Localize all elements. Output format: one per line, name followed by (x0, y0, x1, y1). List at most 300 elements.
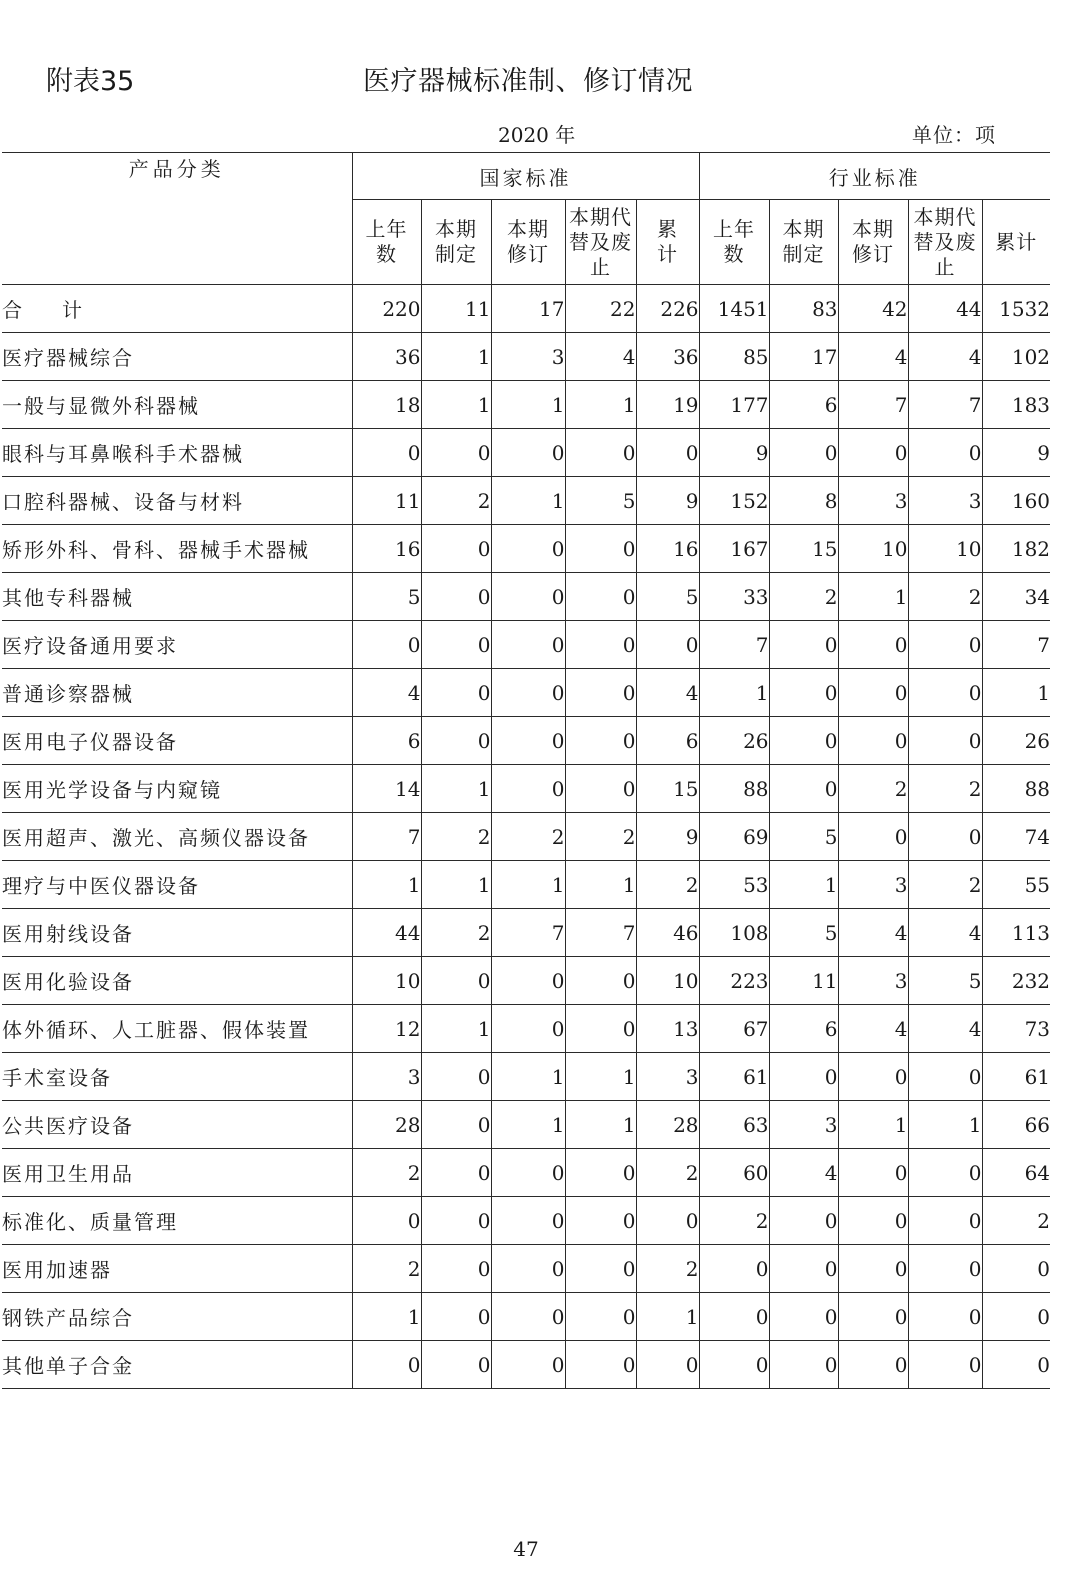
category-cell: 医用射线设备 (2, 909, 352, 957)
subheader-cell (838, 200, 908, 285)
value-cell: 19 (636, 381, 699, 429)
value-cell: 102 (982, 333, 1050, 381)
value-cell: 1 (565, 381, 636, 429)
value-cell: 0 (491, 1293, 565, 1341)
value-cell: 1 (352, 861, 421, 909)
value-cell: 0 (838, 1149, 908, 1197)
value-cell: 26 (699, 717, 769, 765)
value-cell: 0 (838, 1245, 908, 1293)
value-cell: 113 (982, 909, 1050, 957)
value-cell: 0 (491, 1149, 565, 1197)
value-cell: 33 (699, 573, 769, 621)
table-row (2, 333, 1050, 381)
value-cell: 0 (769, 1197, 838, 1245)
value-cell: 34 (982, 573, 1050, 621)
value-cell: 220 (352, 285, 421, 333)
value-cell: 5 (636, 573, 699, 621)
value-cell: 4 (838, 1005, 908, 1053)
value-cell: 0 (908, 1197, 982, 1245)
subheader-line: 累计 (995, 229, 1038, 254)
subheader-cell (352, 200, 421, 285)
value-cell: 7 (699, 621, 769, 669)
category-cell: 体外循环、人工脏器、假体装置 (2, 1005, 352, 1053)
value-cell: 0 (838, 813, 908, 861)
value-cell: 160 (982, 477, 1050, 525)
value-cell: 64 (982, 1149, 1050, 1197)
value-cell: 182 (982, 525, 1050, 573)
value-cell: 0 (491, 765, 565, 813)
value-cell: 2 (636, 861, 699, 909)
value-cell: 74 (982, 813, 1050, 861)
value-cell: 4 (636, 669, 699, 717)
value-cell: 1 (491, 477, 565, 525)
value-cell: 0 (908, 669, 982, 717)
table-row (2, 957, 1050, 1005)
national-standard-header: 国家标准 (352, 153, 699, 200)
category-cell: 医疗设备通用要求 (2, 621, 352, 669)
category-cell: 医用电子仪器设备 (2, 717, 352, 765)
category-cell: 标准化、质量管理 (2, 1197, 352, 1245)
value-cell: 6 (769, 381, 838, 429)
value-cell: 15 (769, 525, 838, 573)
value-cell: 7 (352, 813, 421, 861)
value-cell: 0 (565, 525, 636, 573)
value-cell: 1 (838, 1101, 908, 1149)
value-cell: 88 (699, 765, 769, 813)
value-cell: 44 (908, 285, 982, 333)
value-cell: 5 (352, 573, 421, 621)
value-cell: 3 (769, 1101, 838, 1149)
value-cell: 1 (565, 1101, 636, 1149)
value-cell: 0 (838, 1341, 908, 1389)
value-cell: 11 (769, 957, 838, 1005)
value-cell: 1 (769, 861, 838, 909)
value-cell: 1 (491, 1053, 565, 1101)
value-cell: 16 (352, 525, 421, 573)
value-cell: 1 (491, 1101, 565, 1149)
subheader-line: 累 (657, 217, 679, 241)
category-cell: 眼科与耳鼻喉科手术器械 (2, 429, 352, 477)
table-row (2, 1053, 1050, 1101)
subheader-line: 本期代 (569, 204, 632, 229)
value-cell: 1 (421, 861, 491, 909)
value-cell: 0 (421, 669, 491, 717)
value-cell: 0 (491, 1245, 565, 1293)
value-cell: 0 (908, 1293, 982, 1341)
value-cell: 1 (421, 765, 491, 813)
value-cell: 0 (699, 1341, 769, 1389)
value-cell: 0 (565, 621, 636, 669)
page-number: 47 (513, 1537, 539, 1561)
value-cell: 0 (565, 1149, 636, 1197)
subheader-line: 替及废 (913, 229, 977, 254)
value-cell: 0 (769, 621, 838, 669)
value-cell: 8 (769, 477, 838, 525)
value-cell: 28 (636, 1101, 699, 1149)
value-cell: 2 (908, 765, 982, 813)
value-cell: 1 (838, 573, 908, 621)
value-cell: 1 (982, 669, 1050, 717)
value-cell: 2 (352, 1245, 421, 1293)
value-cell: 0 (769, 429, 838, 477)
value-cell: 0 (838, 1197, 908, 1245)
value-cell: 22 (565, 285, 636, 333)
value-cell: 0 (565, 1245, 636, 1293)
table-row (2, 909, 1050, 957)
value-cell: 73 (982, 1005, 1050, 1053)
subheader-line: 修订 (507, 242, 549, 266)
value-cell: 1451 (699, 285, 769, 333)
page-title: 医疗器械标准制、修订情况 (363, 66, 693, 97)
value-cell: 1 (636, 1293, 699, 1341)
value-cell: 63 (699, 1101, 769, 1149)
subheader-cell (982, 200, 1050, 285)
value-cell: 3 (838, 477, 908, 525)
subheader-line: 本期 (435, 217, 477, 241)
value-cell: 232 (982, 957, 1050, 1005)
value-cell: 0 (908, 813, 982, 861)
table-row (2, 861, 1050, 909)
table-row (2, 477, 1050, 525)
value-cell: 0 (421, 1245, 491, 1293)
value-cell: 60 (699, 1149, 769, 1197)
value-cell: 61 (699, 1053, 769, 1101)
value-cell: 3 (838, 957, 908, 1005)
standards-table (2, 152, 1050, 1389)
value-cell: 11 (352, 477, 421, 525)
value-cell: 85 (699, 333, 769, 381)
value-cell: 5 (565, 477, 636, 525)
value-cell: 0 (421, 429, 491, 477)
value-cell: 0 (908, 1149, 982, 1197)
value-cell: 1 (699, 669, 769, 717)
value-cell: 0 (421, 1053, 491, 1101)
value-cell: 5 (769, 909, 838, 957)
value-cell: 2 (421, 909, 491, 957)
total-row (2, 285, 1050, 333)
value-cell: 2 (421, 477, 491, 525)
value-cell: 0 (491, 1005, 565, 1053)
value-cell: 2 (982, 1197, 1050, 1245)
table-row (2, 1197, 1050, 1245)
value-cell: 4 (908, 1005, 982, 1053)
table-row (2, 1245, 1050, 1293)
value-cell: 2 (636, 1149, 699, 1197)
value-cell: 1 (565, 861, 636, 909)
subheader-line: 本期 (852, 217, 895, 241)
value-cell: 36 (352, 333, 421, 381)
value-cell: 0 (491, 957, 565, 1005)
value-cell: 0 (491, 573, 565, 621)
value-cell: 15 (636, 765, 699, 813)
subheader-line: 上年 (713, 217, 756, 241)
value-cell: 7 (838, 381, 908, 429)
value-cell: 2 (908, 861, 982, 909)
value-cell: 0 (352, 1341, 421, 1389)
value-cell: 14 (352, 765, 421, 813)
value-cell: 44 (352, 909, 421, 957)
unit-label: 单位：项 (912, 123, 996, 147)
value-cell: 0 (908, 1245, 982, 1293)
value-cell: 26 (982, 717, 1050, 765)
table-row (2, 381, 1050, 429)
value-cell: 0 (838, 1293, 908, 1341)
value-cell: 0 (491, 429, 565, 477)
subheader-line: 修订 (852, 242, 895, 266)
value-cell: 0 (699, 1293, 769, 1341)
subheader-line: 本期 (507, 217, 549, 241)
value-cell: 4 (565, 333, 636, 381)
value-cell: 0 (769, 765, 838, 813)
value-cell: 3 (636, 1053, 699, 1101)
value-cell: 6 (636, 717, 699, 765)
value-cell: 18 (352, 381, 421, 429)
table-row (2, 1005, 1050, 1053)
value-cell: 9 (636, 477, 699, 525)
value-cell: 17 (769, 333, 838, 381)
value-cell: 3 (838, 861, 908, 909)
table-row (2, 669, 1050, 717)
value-cell: 4 (908, 909, 982, 957)
table-row (2, 1293, 1050, 1341)
value-cell: 0 (565, 1293, 636, 1341)
value-cell: 0 (908, 1341, 982, 1389)
value-cell: 167 (699, 525, 769, 573)
category-cell: 一般与显微外科器械 (2, 381, 352, 429)
value-cell: 10 (352, 957, 421, 1005)
category-cell: 医用化验设备 (2, 957, 352, 1005)
value-cell: 4 (769, 1149, 838, 1197)
value-cell: 7 (908, 381, 982, 429)
subheader-line: 本期代 (913, 204, 977, 229)
value-cell: 7 (565, 909, 636, 957)
value-cell: 10 (636, 957, 699, 1005)
table-row (2, 717, 1050, 765)
value-cell: 226 (636, 285, 699, 333)
value-cell: 10 (908, 525, 982, 573)
value-cell: 0 (769, 669, 838, 717)
industry-standard-header: 行业标准 (699, 153, 1050, 200)
year-label: 2020 年 (498, 123, 576, 147)
category-cell: 手术室设备 (2, 1053, 352, 1101)
value-cell: 0 (982, 1341, 1050, 1389)
value-cell: 2 (421, 813, 491, 861)
value-cell: 0 (491, 1197, 565, 1245)
value-cell: 88 (982, 765, 1050, 813)
value-cell: 28 (352, 1101, 421, 1149)
value-cell: 2 (769, 573, 838, 621)
value-cell: 3 (491, 333, 565, 381)
category-cell: 医用光学设备与内窥镜 (2, 765, 352, 813)
value-cell: 0 (421, 621, 491, 669)
value-cell: 3 (908, 477, 982, 525)
value-cell: 66 (982, 1101, 1050, 1149)
value-cell: 108 (699, 909, 769, 957)
value-cell: 0 (565, 1341, 636, 1389)
value-cell: 13 (636, 1005, 699, 1053)
category-cell: 理疗与中医仪器设备 (2, 861, 352, 909)
subheader-line: 制定 (782, 242, 825, 266)
subheader-cell (769, 200, 838, 285)
subheader-line: 数 (723, 242, 745, 266)
value-cell: 0 (908, 429, 982, 477)
category-cell: 其他专科器械 (2, 573, 352, 621)
value-cell: 0 (565, 717, 636, 765)
value-cell: 4 (908, 333, 982, 381)
value-cell: 0 (565, 1197, 636, 1245)
value-cell: 0 (421, 1293, 491, 1341)
value-cell: 11 (421, 285, 491, 333)
value-cell: 0 (352, 1197, 421, 1245)
value-cell: 0 (636, 429, 699, 477)
table-row (2, 573, 1050, 621)
value-cell: 0 (838, 429, 908, 477)
value-cell: 0 (352, 429, 421, 477)
value-cell: 0 (565, 765, 636, 813)
value-cell: 4 (838, 909, 908, 957)
table-row (2, 525, 1050, 573)
value-cell: 7 (491, 909, 565, 957)
value-cell: 0 (769, 1341, 838, 1389)
table-row (2, 621, 1050, 669)
subheader-cell (421, 200, 491, 285)
table-row (2, 429, 1050, 477)
subheader-line: 本期 (782, 217, 825, 241)
subheader-line: 替及废 (569, 229, 632, 254)
subheader-cell (636, 200, 699, 285)
value-cell: 3 (352, 1053, 421, 1101)
value-cell: 7 (982, 621, 1050, 669)
value-cell: 0 (769, 1293, 838, 1341)
value-cell: 55 (982, 861, 1050, 909)
value-cell: 2 (636, 1245, 699, 1293)
value-cell: 6 (352, 717, 421, 765)
subheader-line: 上年 (365, 217, 408, 241)
value-cell: 0 (565, 573, 636, 621)
subheader-cell (699, 200, 769, 285)
subheader-cell (565, 200, 636, 285)
value-cell: 0 (636, 621, 699, 669)
category-cell: 医用超声、激光、高频仪器设备 (2, 813, 352, 861)
table-row (2, 1149, 1050, 1197)
category-cell: 其他单子合金 (2, 1341, 352, 1389)
value-cell: 42 (838, 285, 908, 333)
value-cell: 2 (352, 1149, 421, 1197)
value-cell: 1 (908, 1101, 982, 1149)
value-cell: 0 (769, 1053, 838, 1101)
value-cell: 0 (491, 717, 565, 765)
value-cell: 6 (769, 1005, 838, 1053)
value-cell: 152 (699, 477, 769, 525)
value-cell: 0 (636, 1341, 699, 1389)
value-cell: 36 (636, 333, 699, 381)
table-row (2, 813, 1050, 861)
value-cell: 1 (421, 381, 491, 429)
value-cell: 0 (421, 1149, 491, 1197)
category-cell: 公共医疗设备 (2, 1101, 352, 1149)
value-cell: 0 (565, 1005, 636, 1053)
subheader-line: 数 (376, 242, 397, 266)
value-cell: 17 (491, 285, 565, 333)
value-cell: 83 (769, 285, 838, 333)
category-cell: 钢铁产品综合 (2, 1293, 352, 1341)
table-row (2, 1341, 1050, 1389)
table-row (2, 765, 1050, 813)
category-cell: 医疗器械综合 (2, 333, 352, 381)
value-cell: 67 (699, 1005, 769, 1053)
value-cell: 0 (421, 957, 491, 1005)
value-cell: 1 (491, 861, 565, 909)
subheader-cell (491, 200, 565, 285)
value-cell: 69 (699, 813, 769, 861)
value-cell: 53 (699, 861, 769, 909)
category-cell: 普通诊察器械 (2, 669, 352, 717)
table-row (2, 1101, 1050, 1149)
value-cell: 2 (838, 765, 908, 813)
category-column-header: 产品分类 (2, 153, 352, 285)
category-cell: 合 计 (2, 285, 352, 333)
value-cell: 0 (982, 1293, 1050, 1341)
value-cell: 0 (421, 1341, 491, 1389)
value-cell: 12 (352, 1005, 421, 1053)
value-cell: 2 (491, 813, 565, 861)
value-cell: 2 (699, 1197, 769, 1245)
value-cell: 1 (491, 381, 565, 429)
subheader-line: 制定 (435, 242, 477, 266)
value-cell: 0 (838, 1053, 908, 1101)
value-cell: 1 (421, 333, 491, 381)
value-cell: 0 (491, 525, 565, 573)
value-cell: 2 (908, 573, 982, 621)
value-cell: 61 (982, 1053, 1050, 1101)
value-cell: 1532 (982, 285, 1050, 333)
value-cell: 0 (491, 669, 565, 717)
value-cell: 0 (352, 621, 421, 669)
value-cell: 0 (421, 573, 491, 621)
value-cell: 4 (838, 333, 908, 381)
value-cell: 0 (421, 717, 491, 765)
category-cell: 矫形外科、骨科、器械手术器械 (2, 525, 352, 573)
value-cell: 0 (565, 429, 636, 477)
annex-label: 附表35 (46, 66, 135, 97)
value-cell: 0 (838, 669, 908, 717)
subheader-line: 止 (934, 254, 956, 279)
value-cell: 0 (908, 621, 982, 669)
value-cell: 0 (636, 1197, 699, 1245)
value-cell: 9 (699, 429, 769, 477)
value-cell: 2 (565, 813, 636, 861)
subheader-line: 止 (590, 254, 611, 279)
subheader-cell (908, 200, 982, 285)
value-cell: 183 (982, 381, 1050, 429)
value-cell: 0 (491, 621, 565, 669)
value-cell: 223 (699, 957, 769, 1005)
subheader-line: 计 (657, 242, 679, 266)
category-cell: 医用加速器 (2, 1245, 352, 1293)
value-cell: 0 (699, 1245, 769, 1293)
value-cell: 9 (636, 813, 699, 861)
value-cell: 0 (565, 957, 636, 1005)
value-cell: 0 (908, 717, 982, 765)
value-cell: 5 (769, 813, 838, 861)
value-cell: 0 (982, 1245, 1050, 1293)
value-cell: 4 (352, 669, 421, 717)
category-cell: 口腔科器械、设备与材料 (2, 477, 352, 525)
value-cell: 1 (421, 1005, 491, 1053)
value-cell: 9 (982, 429, 1050, 477)
value-cell: 0 (421, 525, 491, 573)
value-cell: 0 (838, 621, 908, 669)
